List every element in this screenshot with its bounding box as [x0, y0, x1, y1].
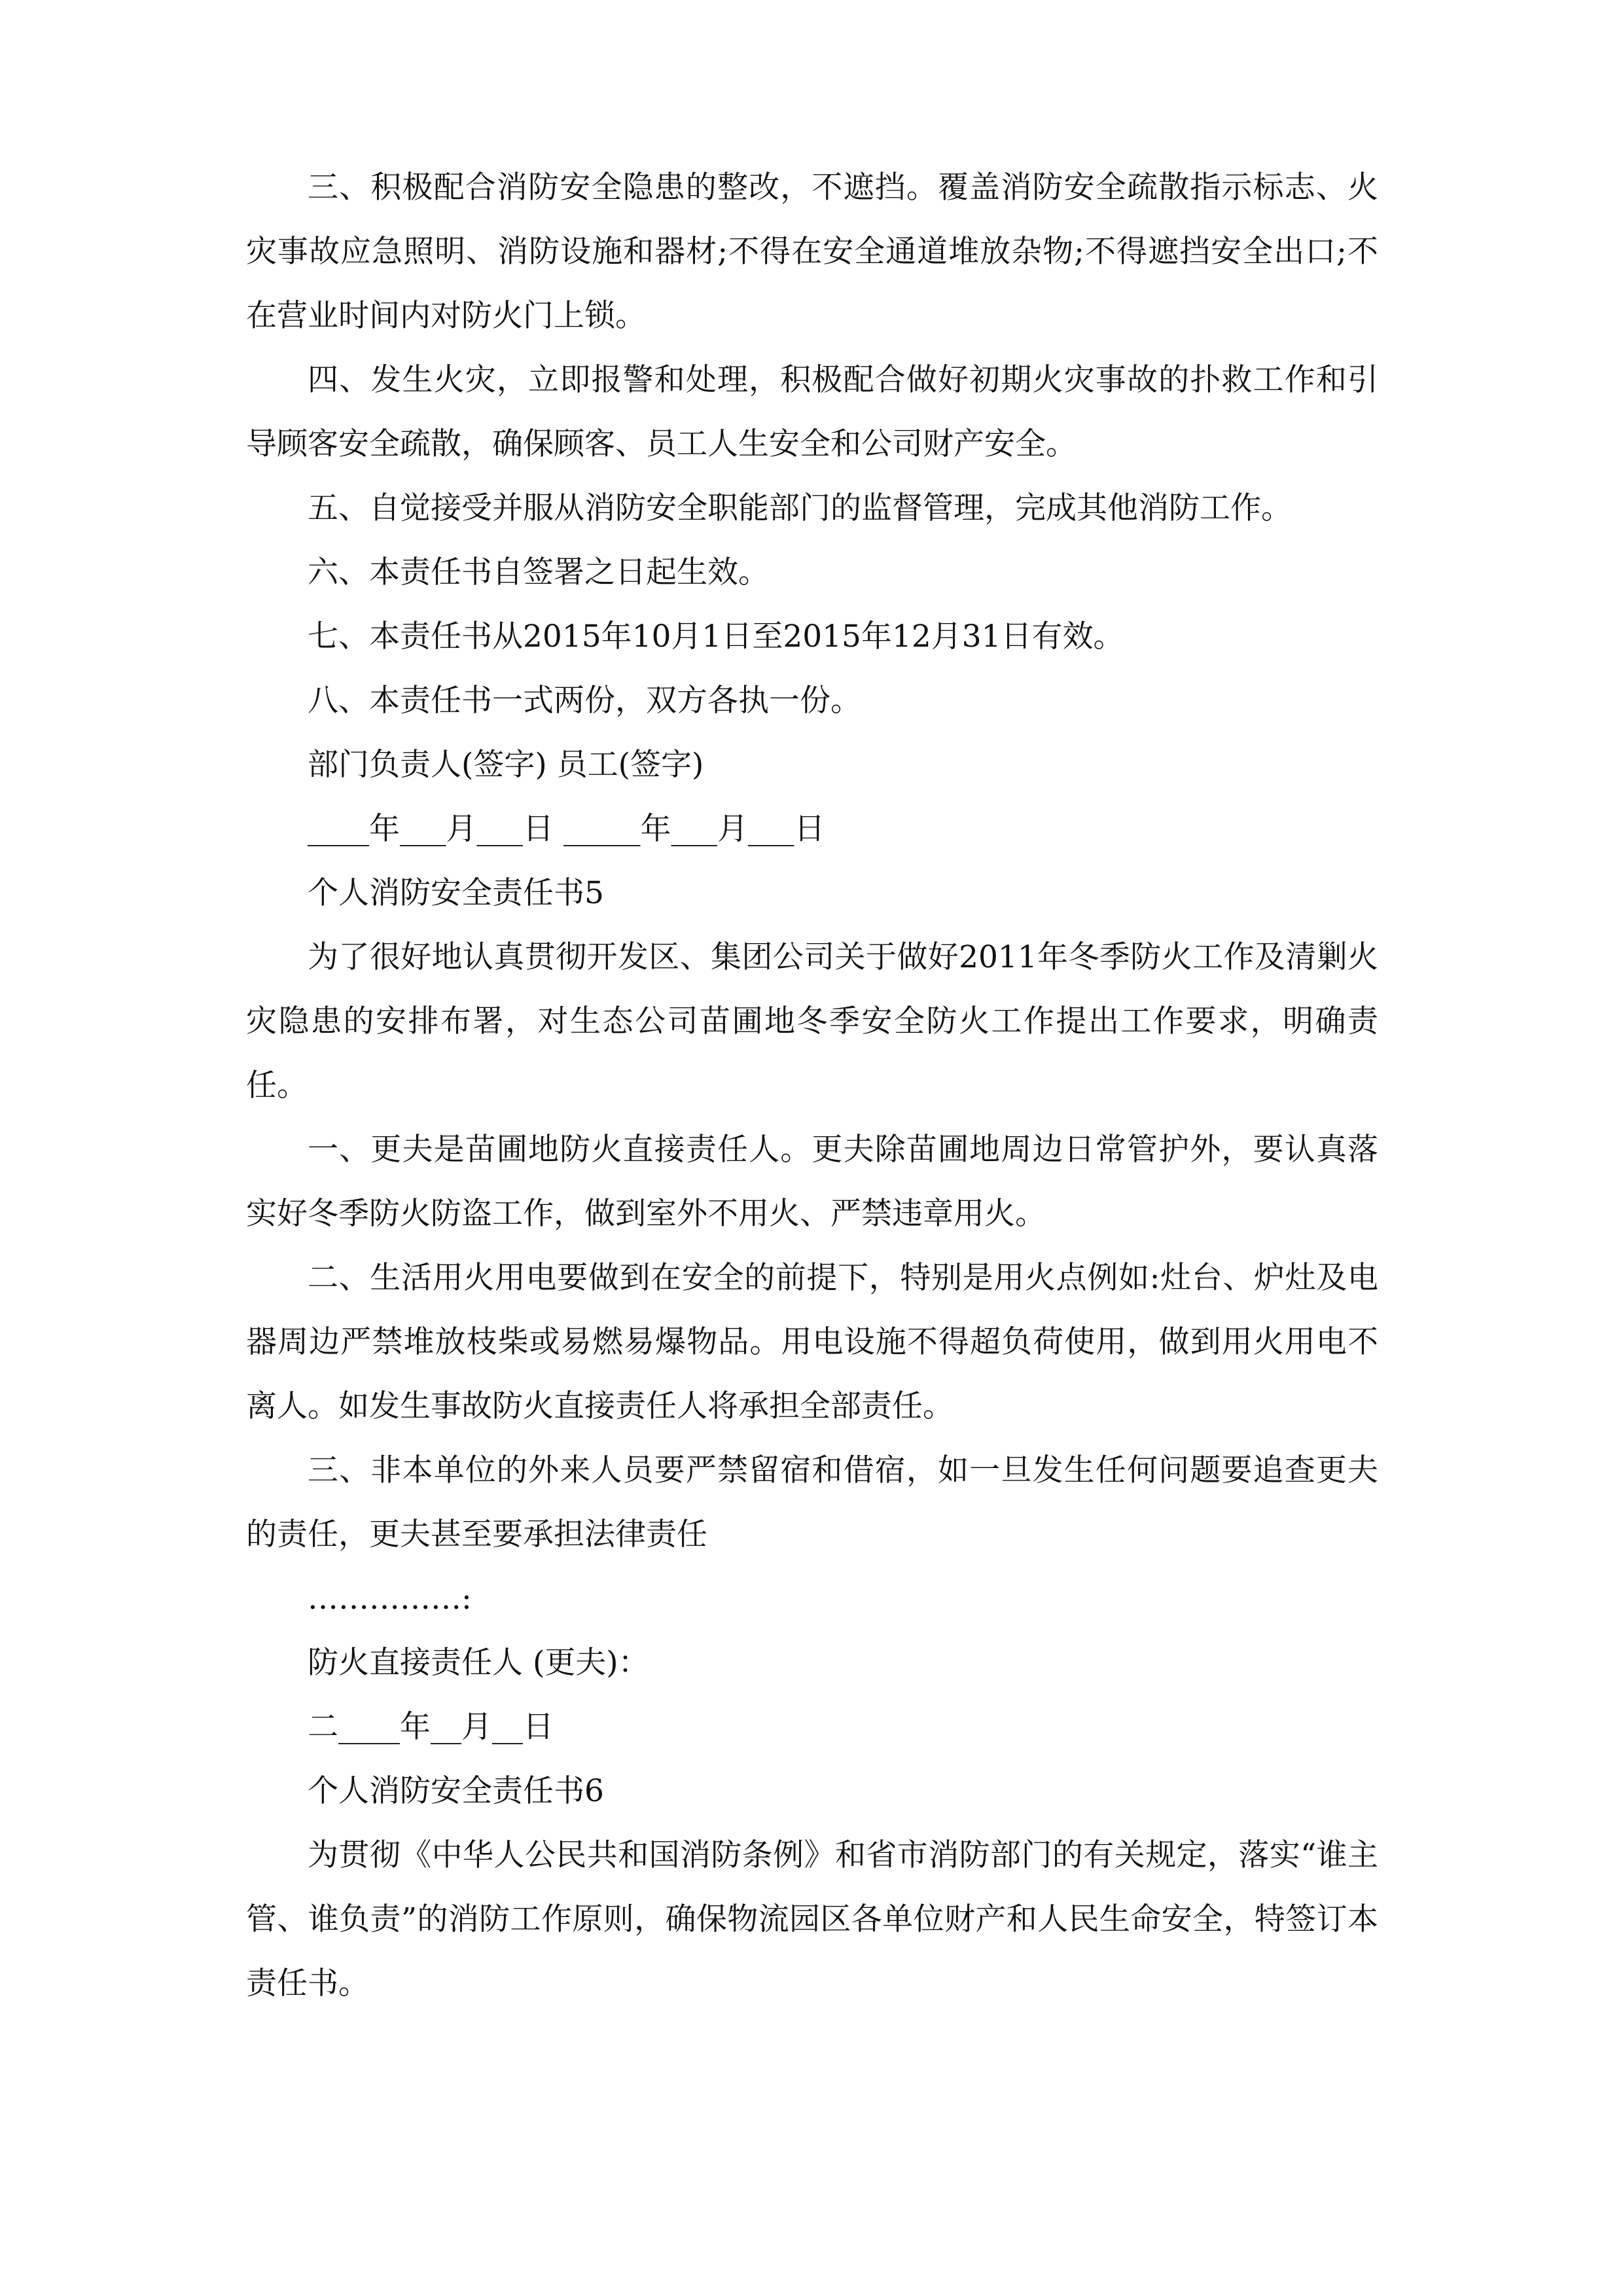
section-6-intro: 为贯彻《中华人公民共和国消防条例》和省市消防部门的有关规定，落实“谁主管、谁负责”的消防工作原则，确保物流园区各单位财产和人民生命安全，特签订本责任书。	[246, 1837, 1378, 2001]
clause-6-effective-date: 六、本责任书自签署之日起生效。	[308, 554, 769, 590]
responsible-person-line: 防火直接责任人 (更夫)：	[308, 1645, 649, 1681]
section-5-clause-3: 三、非本单位的外来人员要严禁留宿和借宿，如一旦发生任何问题要追查更夫的责任，更夫甚至要承担法律责任	[246, 1452, 1378, 1552]
section-title-6: 个人消防安全责任书6	[308, 1773, 604, 1809]
clause-8-copies: 八、本责任书一式两份，双方各执一份。	[308, 683, 861, 719]
clause-3-fire-hazard-rectification: 三、积极配合消防安全隐患的整改，不遮挡。覆盖消防安全疏散指示标志、火灾事故应急照明、消防设施和器材;不得在安全通道堆放杂物;不得遮挡安全出口;不在营业时间内对防火门上锁。	[246, 170, 1378, 334]
clause-7-validity-period: 七、本责任书从2015年10月1日至2015年12月31日有效。	[308, 619, 1124, 655]
section-5-clause-2: 二、生活用火用电要做到在安全的前提下，特别是用火点例如:灶台、炉灶及电器周边严禁堆放枝柴或易燃易爆物品。用电设施不得超负荷使用，做到用火用电不离人。如发生事故防火直接责任人将承担全部责任。	[246, 1260, 1378, 1424]
clause-4-fire-response: 四、发生火灾，立即报警和处理，积极配合做好初期火灾事故的扑救工作和引导顾客安全疏散，确保顾客、员工人生安全和公司财产安全。	[246, 362, 1378, 462]
clause-5-supervision: 五、自觉接受并服从消防安全职能部门的监督管理，完成其他消防工作。	[308, 490, 1292, 526]
ellipsis-line: ……………:	[308, 1581, 472, 1617]
section-5-date-line: 二____年__月__日	[308, 1709, 554, 1745]
section-5-clause-1: 一、更夫是苗圃地防火直接责任人。更夫除苗圃地周边日常管护外，要认真落实好冬季防火防盗工作，做到室外不用火、严禁违章用火。	[246, 1132, 1378, 1232]
document-body	[246, 156, 1378, 2016]
signature-line: 部门负责人(签字) 员工(签字)	[308, 747, 704, 783]
section-5-intro: 为了很好地认真贯彻开发区、集团公司关于做好2011年冬季防火工作及清剿火灾隐患的安排布署，对生态公司苗圃地冬季安全防火工作提出工作要求，明确责任。	[246, 939, 1378, 1103]
section-title-5: 个人消防安全责任书5	[308, 875, 604, 911]
date-line: ____年___月___日 _____年___月___日	[308, 811, 825, 847]
